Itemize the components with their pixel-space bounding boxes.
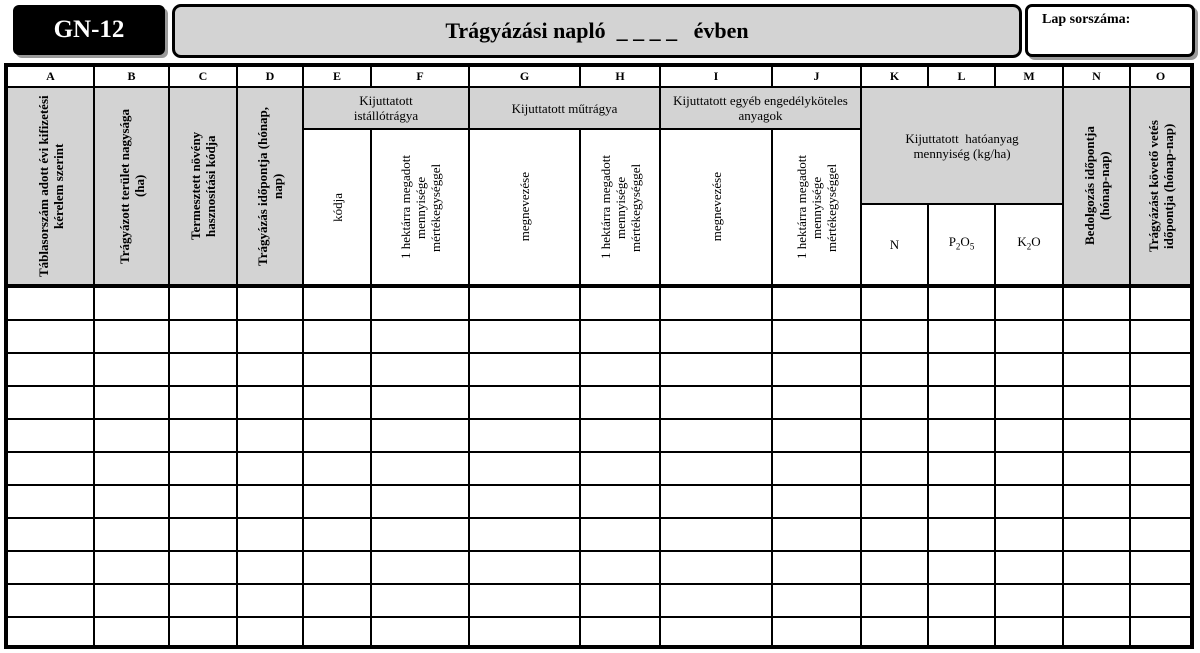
table-cell[interactable] xyxy=(1063,419,1130,452)
header-group-ef: Kijuttatott istállótrágya xyxy=(303,87,469,129)
table-cell[interactable] xyxy=(1063,287,1130,320)
table-cell[interactable] xyxy=(861,353,928,386)
table-cell[interactable] xyxy=(371,617,469,646)
table-cell[interactable] xyxy=(303,353,371,386)
header-a: Táblasorszám adott évi kifizetési kérelem szerint xyxy=(7,87,94,287)
table-cell[interactable] xyxy=(94,419,169,452)
table-cell[interactable] xyxy=(1063,617,1130,646)
table-cell[interactable] xyxy=(237,287,303,320)
table-cell[interactable] xyxy=(94,485,169,518)
table-cell[interactable] xyxy=(371,287,469,320)
table-cell[interactable] xyxy=(580,485,660,518)
table-cell[interactable] xyxy=(7,287,94,320)
table-cell[interactable] xyxy=(580,386,660,419)
col-letter-e: E xyxy=(303,66,371,87)
col-letter-f: F xyxy=(371,66,469,87)
table-cell[interactable] xyxy=(7,386,94,419)
table-cell[interactable] xyxy=(169,353,237,386)
col-letter-k: K xyxy=(861,66,928,87)
table-cell[interactable] xyxy=(772,485,861,518)
header-o: Trágyázást követő vetés időpontja (hónap-nap) xyxy=(1130,87,1191,287)
table-cell[interactable] xyxy=(995,452,1063,485)
table-cell[interactable] xyxy=(660,419,772,452)
table-cell[interactable] xyxy=(469,419,580,452)
table-cell[interactable] xyxy=(772,287,861,320)
table-cell[interactable] xyxy=(995,320,1063,353)
table-cell[interactable] xyxy=(169,485,237,518)
table-cell[interactable] xyxy=(303,584,371,617)
table-cell[interactable] xyxy=(237,452,303,485)
table-cell[interactable] xyxy=(371,485,469,518)
table-cell[interactable] xyxy=(469,617,580,646)
table-cell[interactable] xyxy=(861,386,928,419)
table-cell[interactable] xyxy=(1063,485,1130,518)
table-cell[interactable] xyxy=(660,617,772,646)
table-cell[interactable] xyxy=(371,419,469,452)
table-cell[interactable] xyxy=(660,353,772,386)
table-cell[interactable] xyxy=(94,386,169,419)
col-letter-c: C xyxy=(169,66,237,87)
table-cell[interactable] xyxy=(1130,287,1191,320)
table-cell[interactable] xyxy=(772,518,861,551)
col-letter-g: G xyxy=(469,66,580,87)
header-n: Bedolgozás időpontja (hónap-nap) xyxy=(1063,87,1130,287)
table-cell[interactable] xyxy=(1063,551,1130,584)
table-cell[interactable] xyxy=(7,353,94,386)
table-cell[interactable] xyxy=(237,320,303,353)
table-cell[interactable] xyxy=(1130,452,1191,485)
table-cell[interactable] xyxy=(469,320,580,353)
col-letter-n: N xyxy=(1063,66,1130,87)
table-cell[interactable] xyxy=(237,617,303,646)
table-cell[interactable] xyxy=(928,617,995,646)
table-cell[interactable] xyxy=(660,518,772,551)
table-cell[interactable] xyxy=(237,353,303,386)
header-i: megnevezése xyxy=(660,129,772,287)
header-b: Trágyázott terület nagysága (ha) xyxy=(94,87,169,287)
table-cell[interactable] xyxy=(995,617,1063,646)
header-h: 1 hektárra megadott mennyisége mértékegységgel xyxy=(580,129,660,287)
table-cell[interactable] xyxy=(169,287,237,320)
table-cell[interactable] xyxy=(928,287,995,320)
table-cell[interactable] xyxy=(1130,386,1191,419)
table-cell[interactable] xyxy=(772,551,861,584)
table-cell[interactable] xyxy=(580,551,660,584)
header-f: 1 hektárra megadott mennyisége mértékegységgel xyxy=(371,129,469,287)
table-cell[interactable] xyxy=(169,320,237,353)
table-cell[interactable] xyxy=(94,320,169,353)
header-m: $K_2O$ xyxy=(995,204,1063,287)
table-cell[interactable] xyxy=(303,386,371,419)
table-cell[interactable] xyxy=(861,584,928,617)
table-cell[interactable] xyxy=(7,518,94,551)
table-cell[interactable] xyxy=(995,551,1063,584)
table-cell[interactable] xyxy=(995,386,1063,419)
table-cell[interactable] xyxy=(660,452,772,485)
table-cell[interactable] xyxy=(303,485,371,518)
form-title-box xyxy=(172,4,1022,58)
table-cell[interactable] xyxy=(371,452,469,485)
header-group-ij: Kijuttatott egyéb engedélyköteles anyagok xyxy=(660,87,861,129)
table-cell[interactable] xyxy=(237,551,303,584)
col-letter-o: O xyxy=(1130,66,1191,87)
table-cell[interactable] xyxy=(237,584,303,617)
table-cell[interactable] xyxy=(580,452,660,485)
table-cell[interactable] xyxy=(928,353,995,386)
table-cell[interactable] xyxy=(928,485,995,518)
table-cell[interactable] xyxy=(772,320,861,353)
table-cell[interactable] xyxy=(7,551,94,584)
table-cell[interactable] xyxy=(94,353,169,386)
table-cell[interactable] xyxy=(469,287,580,320)
table-cell[interactable] xyxy=(861,287,928,320)
table-cell[interactable] xyxy=(580,287,660,320)
table-cell[interactable] xyxy=(1130,320,1191,353)
form-code: GN-12 xyxy=(53,16,125,43)
header-d: Trágyázás időpontja (hónap, nap) xyxy=(237,87,303,287)
table-cell[interactable] xyxy=(928,551,995,584)
table-cell[interactable] xyxy=(7,320,94,353)
table-cell[interactable] xyxy=(303,617,371,646)
table-cell[interactable] xyxy=(928,584,995,617)
header-c: Termesztett növény hasznosítási kódja xyxy=(169,87,237,287)
table-cell[interactable] xyxy=(772,419,861,452)
table-cell[interactable] xyxy=(928,386,995,419)
table-cell[interactable] xyxy=(772,386,861,419)
table-cell[interactable] xyxy=(169,617,237,646)
table-cell[interactable] xyxy=(772,584,861,617)
table-cell[interactable] xyxy=(861,617,928,646)
table-cell[interactable] xyxy=(580,584,660,617)
table-cell[interactable] xyxy=(7,584,94,617)
col-letter-d: D xyxy=(237,66,303,87)
table-cell[interactable] xyxy=(861,320,928,353)
table-cell[interactable] xyxy=(928,320,995,353)
table-cell[interactable] xyxy=(469,551,580,584)
table-cell[interactable] xyxy=(94,551,169,584)
table-cell[interactable] xyxy=(371,584,469,617)
table-cell[interactable] xyxy=(169,584,237,617)
table-cell[interactable] xyxy=(303,551,371,584)
table-cell[interactable] xyxy=(580,419,660,452)
table-cell[interactable] xyxy=(995,419,1063,452)
table-cell[interactable] xyxy=(94,584,169,617)
table-cell[interactable] xyxy=(1130,485,1191,518)
table-cell[interactable] xyxy=(1130,419,1191,452)
header-group-gh: Kijuttatott műtrágya xyxy=(469,87,660,129)
table-cell[interactable] xyxy=(995,353,1063,386)
table-cell[interactable] xyxy=(303,452,371,485)
col-letter-a: A xyxy=(7,66,94,87)
table-cell[interactable] xyxy=(660,584,772,617)
table-cell[interactable] xyxy=(580,320,660,353)
col-letter-m: M xyxy=(995,66,1063,87)
table-cell[interactable] xyxy=(237,386,303,419)
table-cell[interactable] xyxy=(1063,584,1130,617)
fertilization-log-table xyxy=(4,63,1194,649)
table-cell[interactable] xyxy=(861,419,928,452)
page-number-box[interactable] xyxy=(1025,4,1195,57)
col-letter-l: L xyxy=(928,66,995,87)
table-cell[interactable] xyxy=(861,551,928,584)
header-j: 1 hektárra megadott mennyisége mértékegységgel xyxy=(772,129,861,287)
page-number-label: Lap sorszáma: xyxy=(1042,12,1131,27)
table-cell[interactable] xyxy=(469,518,580,551)
table-cell[interactable] xyxy=(861,452,928,485)
table-cell[interactable] xyxy=(772,353,861,386)
col-letter-b: B xyxy=(94,66,169,87)
col-letter-j: J xyxy=(772,66,861,87)
table-cell[interactable] xyxy=(7,617,94,646)
table-cell[interactable] xyxy=(94,518,169,551)
table-cell[interactable] xyxy=(660,386,772,419)
table-cell[interactable] xyxy=(94,617,169,646)
table-cell[interactable] xyxy=(1130,584,1191,617)
table-cell[interactable] xyxy=(1063,518,1130,551)
table-cell[interactable] xyxy=(371,518,469,551)
table-cell[interactable] xyxy=(469,452,580,485)
table-cell[interactable] xyxy=(1130,353,1191,386)
table-cell[interactable] xyxy=(580,518,660,551)
table-cell[interactable] xyxy=(772,452,861,485)
col-letter-i: I xyxy=(660,66,772,87)
table-cell[interactable] xyxy=(7,452,94,485)
table-cell[interactable] xyxy=(371,551,469,584)
table-cell[interactable] xyxy=(772,617,861,646)
col-letter-h: H xyxy=(580,66,660,87)
table-cell[interactable] xyxy=(995,584,1063,617)
table-cell[interactable] xyxy=(928,419,995,452)
table-cell[interactable] xyxy=(928,452,995,485)
table-cell[interactable] xyxy=(469,386,580,419)
table-cell[interactable] xyxy=(237,518,303,551)
table-cell[interactable] xyxy=(237,419,303,452)
header-e: kódja xyxy=(303,129,371,287)
table-cell[interactable] xyxy=(469,584,580,617)
header-group-klm: Kijuttatott hatóanyag mennyiség (kg/ha) xyxy=(861,87,1063,204)
table-cell[interactable] xyxy=(1063,320,1130,353)
header-k: N xyxy=(861,204,928,287)
table-cell[interactable] xyxy=(303,518,371,551)
table-cell[interactable] xyxy=(660,320,772,353)
table-cell[interactable] xyxy=(371,353,469,386)
table-cell[interactable] xyxy=(1063,353,1130,386)
table-cell[interactable] xyxy=(371,320,469,353)
table-cell[interactable] xyxy=(928,518,995,551)
table-cell[interactable] xyxy=(580,353,660,386)
table-cell[interactable] xyxy=(371,386,469,419)
table-cell[interactable] xyxy=(169,419,237,452)
table-cell[interactable] xyxy=(580,617,660,646)
table-cell[interactable] xyxy=(995,485,1063,518)
table-cell[interactable] xyxy=(169,551,237,584)
table-cell[interactable] xyxy=(1130,551,1191,584)
table-cell[interactable] xyxy=(303,320,371,353)
header-l: $P_2O_5$ xyxy=(928,204,995,287)
table-cell[interactable] xyxy=(469,353,580,386)
table-cell[interactable] xyxy=(1063,386,1130,419)
table-cell[interactable] xyxy=(469,485,580,518)
table-cell[interactable] xyxy=(1063,452,1130,485)
table-cell[interactable] xyxy=(660,287,772,320)
table-cell[interactable] xyxy=(169,518,237,551)
table-cell[interactable] xyxy=(303,419,371,452)
table-cell[interactable] xyxy=(94,287,169,320)
table-cell[interactable] xyxy=(1130,518,1191,551)
table-cell[interactable] xyxy=(303,287,371,320)
table-cell[interactable] xyxy=(94,452,169,485)
table-cell[interactable] xyxy=(660,485,772,518)
table-cell[interactable] xyxy=(169,452,237,485)
table-cell[interactable] xyxy=(861,518,928,551)
table-cell[interactable] xyxy=(995,518,1063,551)
form-title: Trágyázási napló _ _ _ _ évben xyxy=(445,18,749,43)
table-cell[interactable] xyxy=(861,485,928,518)
table-cell[interactable] xyxy=(7,419,94,452)
table-cell[interactable] xyxy=(995,287,1063,320)
header-g: megnevezése xyxy=(469,129,580,287)
table-cell[interactable] xyxy=(7,485,94,518)
table-cell[interactable] xyxy=(1130,617,1191,646)
table-cell[interactable] xyxy=(237,485,303,518)
table-cell[interactable] xyxy=(660,551,772,584)
form-code-badge xyxy=(13,5,165,55)
table-cell[interactable] xyxy=(169,386,237,419)
